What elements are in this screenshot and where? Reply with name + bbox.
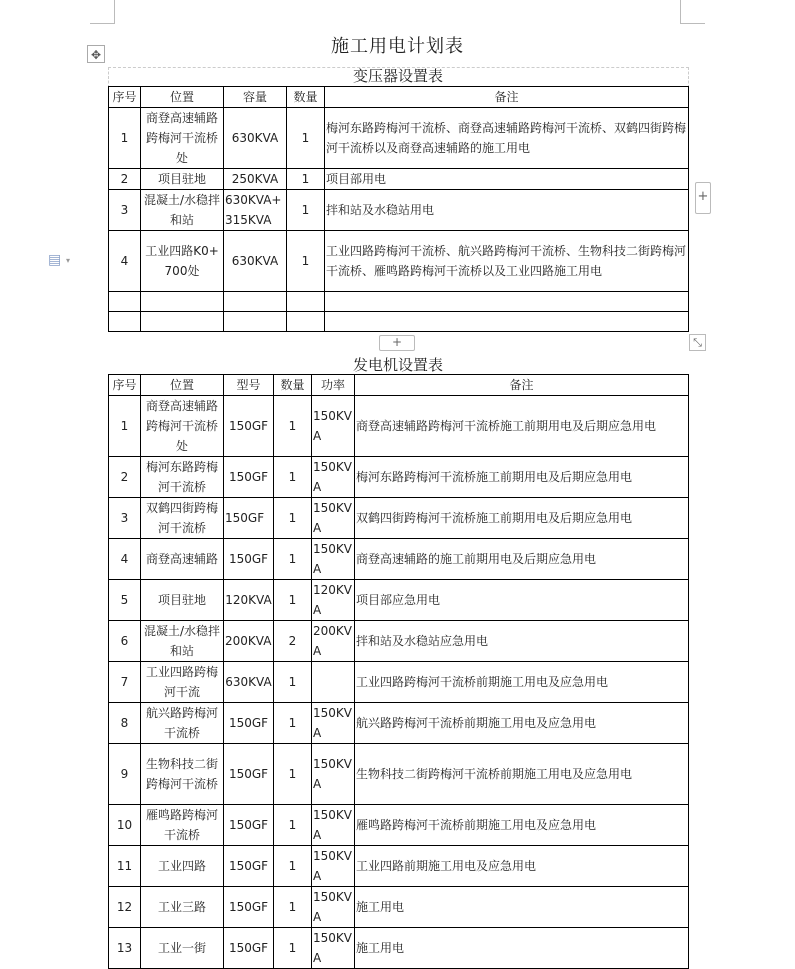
table-cell[interactable]: 3 bbox=[109, 498, 141, 539]
table-cell[interactable]: 项目部用电 bbox=[325, 169, 689, 190]
table-cell[interactable]: 1 bbox=[274, 662, 312, 703]
table-cell[interactable]: 施工用电 bbox=[355, 887, 689, 928]
add-column-plus-icon[interactable]: + bbox=[379, 335, 415, 351]
table-cell[interactable] bbox=[325, 292, 689, 312]
table-cell[interactable]: 生物科技二街跨梅河干流桥 bbox=[141, 744, 224, 805]
table-cell[interactable]: 2 bbox=[109, 169, 141, 190]
header-cell: 型号 bbox=[224, 375, 274, 396]
table-cell[interactable]: 630KVA bbox=[224, 231, 287, 292]
table-cell[interactable] bbox=[287, 312, 325, 332]
table-cell[interactable]: 混凝土/水稳拌和站 bbox=[141, 621, 224, 662]
table-cell[interactable]: 1 bbox=[287, 231, 325, 292]
table-row bbox=[109, 190, 689, 231]
table-cell[interactable]: 5 bbox=[109, 580, 141, 621]
transformer-header-row bbox=[109, 87, 689, 108]
header-cell: 序号 bbox=[109, 87, 141, 108]
table-cell[interactable]: 200KVA bbox=[224, 621, 274, 662]
table-cell[interactable]: 1 bbox=[274, 805, 312, 846]
table-cell[interactable]: 150GF bbox=[224, 928, 274, 969]
table-cell[interactable]: 11 bbox=[109, 846, 141, 887]
table-cell[interactable]: 1 bbox=[274, 846, 312, 887]
table-cell[interactable]: 150GF bbox=[224, 396, 274, 457]
table-cell[interactable] bbox=[141, 292, 224, 312]
table-cell[interactable]: 150KVA bbox=[312, 539, 355, 580]
table-cell[interactable]: 航兴路跨梅河干流桥前期施工用电及应急用电 bbox=[355, 703, 689, 744]
table-cell[interactable] bbox=[109, 292, 141, 312]
table-cell[interactable]: 混凝土/水稳拌和站 bbox=[141, 190, 224, 231]
table-row bbox=[109, 846, 689, 887]
page-corner-mark-left bbox=[90, 0, 115, 24]
table-cell[interactable]: 1 bbox=[274, 928, 312, 969]
table-cell[interactable]: 1 bbox=[287, 169, 325, 190]
table-cell[interactable]: 150GF bbox=[224, 846, 274, 887]
table-cell[interactable]: 150GF bbox=[224, 703, 274, 744]
transformer-table bbox=[108, 86, 689, 332]
table-cell[interactable]: 双鹤四街跨梅河干流桥施工前期用电及后期应急用电 bbox=[355, 498, 689, 539]
document-title: 施工用电计划表 bbox=[331, 36, 464, 57]
table-cell[interactable]: 150KVA bbox=[312, 805, 355, 846]
table-cell[interactable]: 1 bbox=[287, 190, 325, 231]
table-cell[interactable]: 双鹤四街跨梅河干流桥 bbox=[141, 498, 224, 539]
table-cell[interactable]: 150KVA bbox=[312, 744, 355, 805]
table-cell[interactable]: 150GF bbox=[224, 744, 274, 805]
table-move-handle-icon[interactable]: ✥ bbox=[87, 45, 105, 63]
table-cell[interactable]: 150KVA bbox=[312, 498, 355, 539]
table-cell[interactable]: 4 bbox=[109, 539, 141, 580]
table-cell[interactable]: 2 bbox=[109, 457, 141, 498]
table-row bbox=[109, 662, 689, 703]
table-cell[interactable] bbox=[312, 662, 355, 703]
header-cell: 功率 bbox=[312, 375, 355, 396]
table-cell[interactable]: 工业一街 bbox=[141, 928, 224, 969]
table-cell[interactable]: 8 bbox=[109, 703, 141, 744]
table-cell[interactable]: 2 bbox=[274, 621, 312, 662]
header-cell: 位置 bbox=[141, 87, 224, 108]
table-row bbox=[109, 539, 689, 580]
table-cell[interactable]: 6 bbox=[109, 621, 141, 662]
table-cell[interactable]: 250KVA bbox=[224, 169, 287, 190]
header-cell: 备注 bbox=[325, 87, 689, 108]
table-cell[interactable]: 工业四路跨梅河干流 bbox=[141, 662, 224, 703]
table-row bbox=[109, 805, 689, 846]
generator-header-row bbox=[109, 375, 689, 396]
table-row bbox=[109, 457, 689, 498]
add-row-plus-icon[interactable]: + bbox=[695, 182, 711, 214]
table-cell[interactable]: 1 bbox=[274, 396, 312, 457]
table-cell[interactable]: 商登高速辅路的施工前期用电及后期应急用电 bbox=[355, 539, 689, 580]
table-cell[interactable]: 630KVA+315KVA bbox=[224, 190, 287, 231]
header-cell: 数量 bbox=[287, 87, 325, 108]
table-cell[interactable]: 梅河东路跨梅河干流桥施工前期用电及后期应急用电 bbox=[355, 457, 689, 498]
header-cell: 备注 bbox=[355, 375, 689, 396]
transformer-table-caption: 变压器设置表 bbox=[352, 67, 443, 85]
table-cell[interactable]: 120KVA bbox=[224, 580, 274, 621]
table-cell[interactable]: 9 bbox=[109, 744, 141, 805]
table-cell[interactable]: 200KVA bbox=[312, 621, 355, 662]
table-cell[interactable]: 150GF bbox=[224, 457, 274, 498]
table-cell[interactable]: 150KVA bbox=[312, 396, 355, 457]
table-cell[interactable] bbox=[287, 292, 325, 312]
table-cell[interactable]: 雁鸣路跨梅河干流桥前期施工用电及应急用电 bbox=[355, 805, 689, 846]
table-cell[interactable]: 工业四路K0+700处 bbox=[141, 231, 224, 292]
table-cell[interactable]: 工业四路前期施工用电及应急用电 bbox=[355, 846, 689, 887]
table-cell[interactable]: 项目驻地 bbox=[141, 169, 224, 190]
table-row bbox=[109, 887, 689, 928]
table-row bbox=[109, 292, 689, 312]
table-row bbox=[109, 312, 689, 332]
table-cell[interactable]: 1 bbox=[274, 498, 312, 539]
table-cell[interactable]: 生物科技二街跨梅河干流桥前期施工用电及应急用电 bbox=[355, 744, 689, 805]
table-cell[interactable]: 630KVA bbox=[224, 662, 274, 703]
table-cell[interactable]: 1 bbox=[274, 887, 312, 928]
table-row bbox=[109, 231, 689, 292]
table-cell[interactable]: 商登高速辅路 bbox=[141, 539, 224, 580]
header-cell: 序号 bbox=[109, 375, 141, 396]
table-cell[interactable]: 工业四路跨梅河干流桥、航兴路跨梅河干流桥、生物科技二街跨梅河干流桥、雁鸣路跨梅河干流桥以及工业四路施工用电 bbox=[325, 231, 689, 292]
table-cell[interactable]: 12 bbox=[109, 887, 141, 928]
table-row bbox=[109, 169, 689, 190]
table-cell[interactable]: 150KVA bbox=[312, 457, 355, 498]
header-cell: 容量 bbox=[224, 87, 287, 108]
table-cell[interactable]: 施工用电 bbox=[355, 928, 689, 969]
table-row bbox=[109, 703, 689, 744]
table-cell[interactable]: 工业四路 bbox=[141, 846, 224, 887]
table-cell[interactable]: 1 bbox=[274, 580, 312, 621]
table-cell[interactable]: 1 bbox=[109, 396, 141, 457]
generator-table-caption: 发电机设置表 bbox=[352, 356, 443, 374]
table-cell[interactable]: 10 bbox=[109, 805, 141, 846]
table-cell[interactable] bbox=[224, 312, 287, 332]
table-row bbox=[109, 580, 689, 621]
table-cell[interactable]: 4 bbox=[109, 231, 141, 292]
table-cell[interactable]: 150KVA bbox=[312, 887, 355, 928]
table-cell[interactable]: 1 bbox=[274, 703, 312, 744]
table-cell[interactable]: 1 bbox=[109, 108, 141, 169]
table-row bbox=[109, 396, 689, 457]
table-cell[interactable]: 1 bbox=[274, 539, 312, 580]
table-row bbox=[109, 498, 689, 539]
table-cell[interactable]: 150GF bbox=[224, 805, 274, 846]
table-cell[interactable]: 1 bbox=[287, 108, 325, 169]
table-cell[interactable]: 630KVA bbox=[224, 108, 287, 169]
header-cell: 数量 bbox=[274, 375, 312, 396]
document-icon[interactable]: ▤ bbox=[48, 252, 62, 268]
table-resize-icon[interactable]: ⤡ bbox=[689, 334, 706, 351]
table-cell[interactable]: 150KVA bbox=[312, 846, 355, 887]
table-row bbox=[109, 928, 689, 969]
table-cell[interactable]: 150GF bbox=[224, 887, 274, 928]
table-cell[interactable]: 航兴路跨梅河干流桥 bbox=[141, 703, 224, 744]
table-cell[interactable]: 商登高速辅路跨梅河干流桥处 bbox=[141, 108, 224, 169]
table-cell[interactable] bbox=[325, 312, 689, 332]
table-cell[interactable]: 150GF bbox=[224, 539, 274, 580]
table-cell[interactable]: 项目驻地 bbox=[141, 580, 224, 621]
table-cell[interactable]: 3 bbox=[109, 190, 141, 231]
table-cell[interactable]: 商登高速辅路跨梅河干流桥施工前期用电及后期应急用电 bbox=[355, 396, 689, 457]
table-row bbox=[109, 108, 689, 169]
table-cell[interactable]: 项目部应急用电 bbox=[355, 580, 689, 621]
header-cell: 位置 bbox=[141, 375, 224, 396]
table-cell[interactable] bbox=[224, 292, 287, 312]
table-cell[interactable]: 梅河东路跨梅河干流桥、商登高速辅路跨梅河干流桥、双鹤四街跨梅河干流桥以及商登高速辅路的施工用电 bbox=[325, 108, 689, 169]
table-cell[interactable]: 150KVA bbox=[312, 703, 355, 744]
table-cell[interactable]: 150KVA bbox=[312, 928, 355, 969]
table-cell[interactable]: 150GF bbox=[224, 498, 274, 539]
table-cell[interactable]: 拌和站及水稳站用电 bbox=[325, 190, 689, 231]
table-cell[interactable]: 7 bbox=[109, 662, 141, 703]
table-cell[interactable]: 120KVA bbox=[312, 580, 355, 621]
table-cell[interactable]: 雁鸣路跨梅河干流桥 bbox=[141, 805, 224, 846]
table-cell[interactable]: 1 bbox=[274, 457, 312, 498]
chevron-down-icon[interactable]: ▾ bbox=[66, 256, 71, 265]
table-cell[interactable]: 13 bbox=[109, 928, 141, 969]
table-cell[interactable] bbox=[109, 312, 141, 332]
page-corner-mark-right bbox=[680, 0, 705, 24]
table-row bbox=[109, 744, 689, 805]
table-cell[interactable]: 商登高速辅路跨梅河干流桥处 bbox=[141, 396, 224, 457]
table-cell[interactable]: 工业四路跨梅河干流桥前期施工用电及应急用电 bbox=[355, 662, 689, 703]
table-cell[interactable]: 拌和站及水稳站应急用电 bbox=[355, 621, 689, 662]
table-cell[interactable]: 工业三路 bbox=[141, 887, 224, 928]
table-row bbox=[109, 621, 689, 662]
table-cell[interactable]: 1 bbox=[274, 744, 312, 805]
table-cell[interactable] bbox=[141, 312, 224, 332]
table-cell[interactable]: 梅河东路跨梅河干流桥 bbox=[141, 457, 224, 498]
